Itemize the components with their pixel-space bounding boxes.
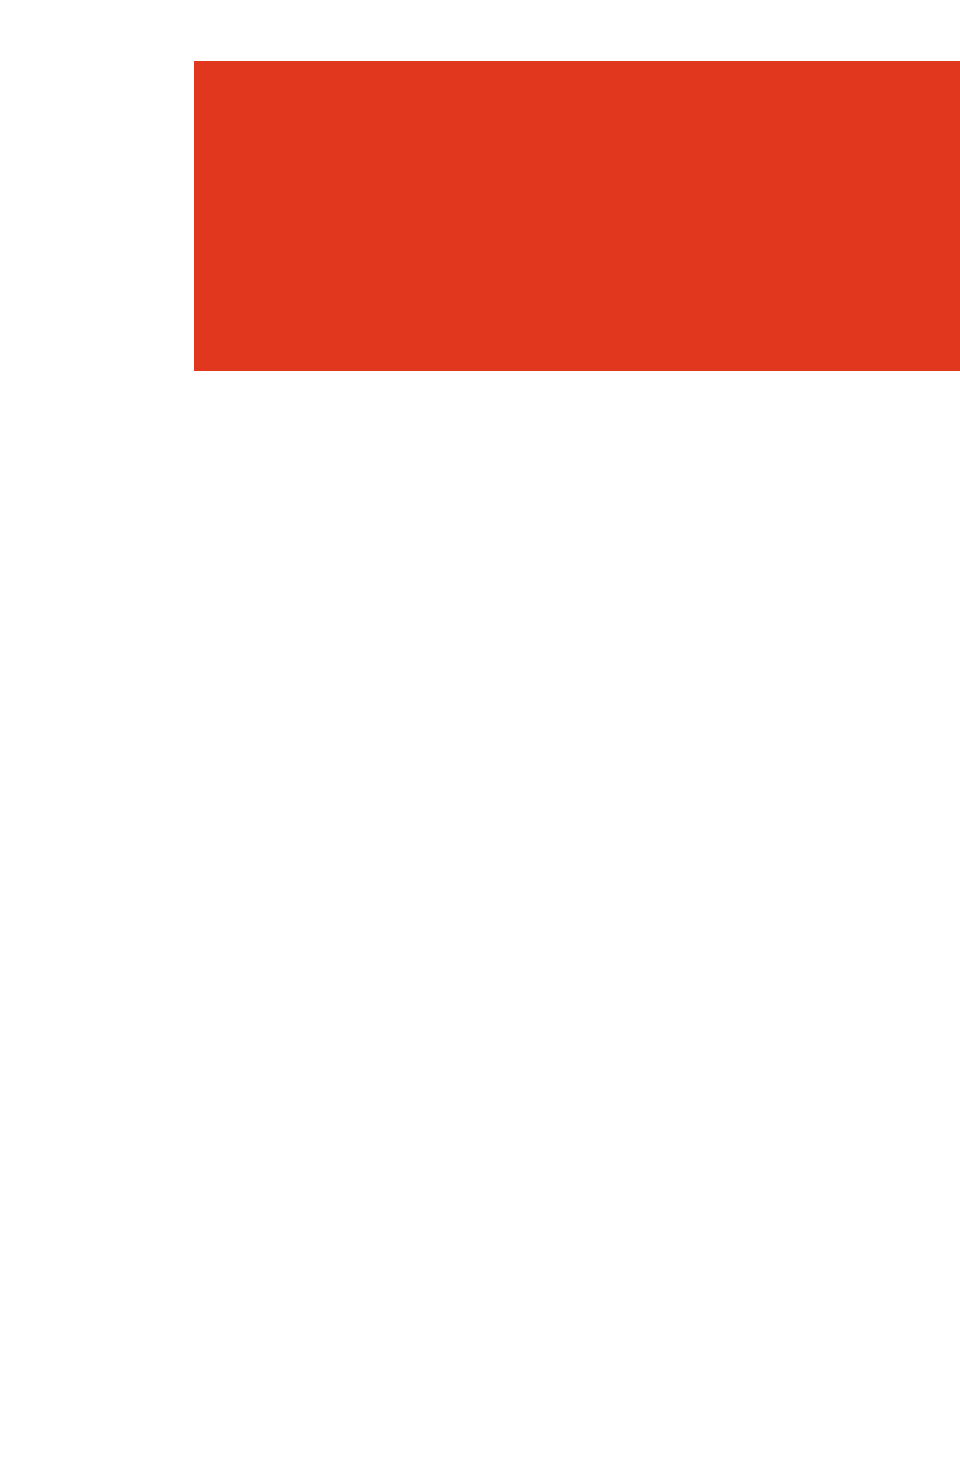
chapter-header-block [194, 61, 960, 371]
